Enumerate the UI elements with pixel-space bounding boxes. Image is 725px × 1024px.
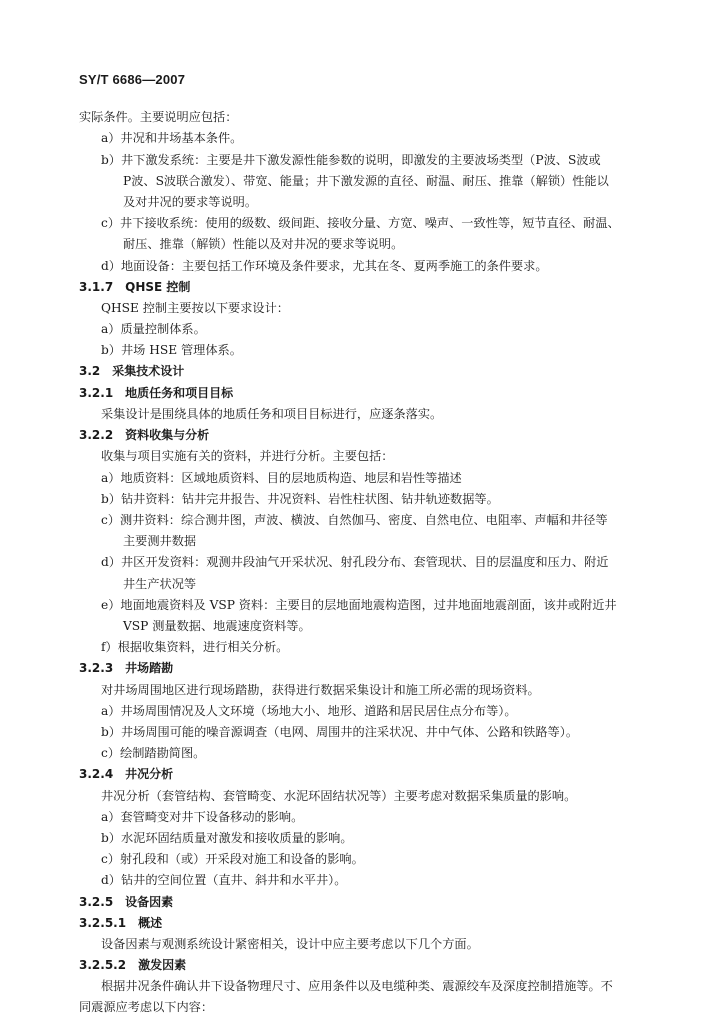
section-heading: 3.2.1 地质任务和项目目标 bbox=[79, 386, 234, 400]
text-line: a）地质资料：区域地质资料、目的层地质构造、地层和岩性等描述 bbox=[101, 471, 462, 485]
text-line: f）根据收集资料，进行相关分析。 bbox=[101, 640, 289, 654]
text-line: d）钻井的空间位置（直井、斜井和水平井）。 bbox=[101, 873, 347, 887]
standard-header: SY/T 6686—2007 bbox=[79, 72, 186, 87]
text-line: 井生产状况等 bbox=[123, 577, 197, 591]
section-heading: 3.2.5 设备因素 bbox=[79, 895, 174, 909]
text-line: c）绘制踏勘简图。 bbox=[101, 746, 206, 760]
section-heading: 3.2.5.1 概述 bbox=[79, 916, 163, 930]
text-line: b）钻井资料：钻井完井报告、井况资料、岩性柱状图、钻井轨迹数据等。 bbox=[101, 492, 499, 506]
text-line: QHSE 控制主要按以下要求设计： bbox=[101, 301, 289, 315]
text-line: a）质量控制体系。 bbox=[101, 322, 206, 336]
text-line: a）套管畸变对井下设备移动的影响。 bbox=[101, 810, 304, 824]
section-heading: 3.2.2 资料收集与分析 bbox=[79, 428, 210, 442]
text-line: e）地面地震资料及 VSP 资料：主要目的层地面地震构造图，过井地面地震剖面，该井或附近井 bbox=[101, 598, 617, 612]
text-line: c）射孔段和（或）开采段对施工和设备的影响。 bbox=[101, 852, 364, 866]
text-line: c）测井资料：综合测井图，声波、横波、自然伽马、密度、自然电位、电阻率、声幅和井径等 bbox=[101, 513, 608, 527]
text-line: b）井场周围可能的噪音源调查（电网、周围井的注采状况、井中气体、公路和铁路等）。 bbox=[101, 725, 579, 739]
text-line: 采集设计是围绕具体的地质任务和项目目标进行，应逐条落实。 bbox=[101, 407, 443, 421]
text-line: b）井下激发系统：主要是井下激发源性能参数的说明，即激发的主要波场类型（P波、S波或 bbox=[101, 153, 601, 167]
text-line: 对井场周围地区进行现场踏勘，获得进行数据采集设计和施工所必需的现场资料。 bbox=[101, 683, 540, 697]
text-line: 主要测井数据 bbox=[123, 534, 197, 548]
text-line: VSP 测量数据、地震速度资料等。 bbox=[123, 619, 311, 633]
text-line: 根据井况条件确认井下设备物理尺寸、应用条件以及电缆种类、震源绞车及深度控制措施等。不 bbox=[101, 979, 613, 993]
section-heading: 3.1.7 QHSE 控制 bbox=[79, 280, 191, 294]
text-line: d）地面设备：主要包括工作环境及条件要求，尤其在冬、夏两季施工的条件要求。 bbox=[101, 259, 548, 273]
section-heading: 3.2.4 井况分析 bbox=[79, 767, 174, 781]
text-line: a）井况和井场基本条件。 bbox=[101, 131, 243, 145]
text-line: 耐压、推靠（解锁）性能以及对井况的要求等说明。 bbox=[123, 237, 404, 251]
text-line: 及对井况的要求等说明。 bbox=[123, 195, 258, 209]
text-line: b）井场 HSE 管理体系。 bbox=[101, 343, 242, 357]
text-line: P波、S波联合激发）、带宽、能量；井下激发源的直径、耐温、耐压、推靠（解锁）性能以 bbox=[123, 174, 609, 188]
text-line: 同震源应考虑以下内容： bbox=[79, 1000, 214, 1014]
text-line: 井况分析（套管结构、套管畸变、水泥环固结状况等）主要考虑对数据采集质量的影响。 bbox=[101, 789, 577, 803]
text-line: a）井场周围情况及人文环境（场地大小、地形、道路和居民居住点分布等）。 bbox=[101, 704, 517, 718]
text-line: b）水泥环固结质量对激发和接收质量的影响。 bbox=[101, 831, 353, 845]
text-line: 收集与项目实施有关的资料，并进行分析。主要包括： bbox=[101, 449, 394, 463]
text-line: d）井区开发资料：观测井段油气开采状况、射孔段分布、套管现状、目的层温度和压力、附近 bbox=[101, 555, 609, 569]
section-heading: 3.2.3 井场踏勘 bbox=[79, 661, 174, 675]
text-line: c）井下接收系统：使用的级数、级间距、接收分量、方宽、噪声、一致性等，短节直径、耐温、 bbox=[101, 216, 620, 230]
text-line: 设备因素与观测系统设计紧密相关，设计中应主要考虑以下几个方面。 bbox=[101, 937, 479, 951]
text-line: 实际条件。主要说明应包括： bbox=[79, 110, 238, 124]
section-heading: 3.2 采集技术设计 bbox=[79, 364, 185, 378]
section-heading: 3.2.5.2 激发因素 bbox=[79, 958, 187, 972]
